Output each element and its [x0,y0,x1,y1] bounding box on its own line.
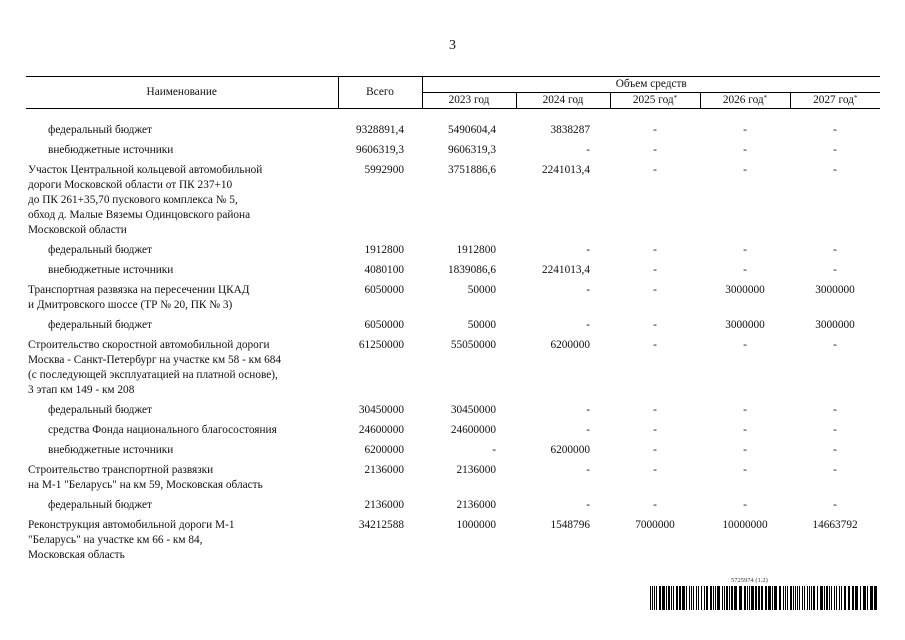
cell-y2027: - [833,424,837,436]
cell-y2025: - [653,284,657,296]
cell-y2024: - [586,319,590,331]
row-name: Реконструкция автомобильной дороги М-1 "Беларусь" на участке км 66 - км 84, Московская область [28,519,235,561]
cell-y2025: - [653,424,657,436]
cell-total: 24600000 [358,424,404,436]
cell-total: 6050000 [364,319,404,331]
cell-y2025: 7000000 [635,519,675,531]
cell-y2023: 3751886,6 [447,164,496,176]
cell-y2025: - [653,144,657,156]
cell-y2024: - [586,244,590,256]
cell-y2024: 6200000 [550,339,590,351]
cell-y2023: - [492,444,496,456]
cell-y2025: - [653,319,657,331]
row-name: Строительство скоростной автомобильной дороги Москва - Санкт-Петербург на участке км 58 - км 684 (с последующей эксплуатацией на платной основе), 3 этап км 149 - км 208 [28,339,282,396]
row-name: средства Фонда национального благосостояния [48,424,277,436]
table-row [26,401,880,421]
cell-y2024: - [586,404,590,416]
cell-y2024: - [586,464,590,476]
cell-total: 30450000 [358,404,404,416]
cell-total: 5992900 [364,164,404,176]
cell-y2024: 2241013,4 [541,264,590,276]
cell-y2025: - [653,499,657,511]
cell-y2026: - [743,244,747,256]
table-row [26,161,880,241]
cell-y2023: 9606319,3 [447,144,496,156]
row-name: внебюджетные источники [48,444,174,456]
cell-y2027: 3000000 [815,284,855,296]
cell-y2024: - [586,499,590,511]
cell-y2025: - [653,264,657,276]
cell-y2023: 50000 [467,319,496,331]
row-name: внебюджетные источники [48,144,174,156]
cell-y2023: 2136000 [456,499,496,511]
cell-y2024: - [586,284,590,296]
cell-y2025: - [653,164,657,176]
cell-y2024: - [586,144,590,156]
cell-total: 9328891,4 [355,124,404,136]
table-row [26,461,880,496]
row-name: Строительство транспортной развязки на М-1 "Беларусь" на км 59, Московская область [28,464,263,491]
cell-y2026: - [743,444,747,456]
cell-y2027: - [833,144,837,156]
cell-y2027: - [833,264,837,276]
cell-total: 34212588 [358,519,404,531]
cell-total: 2136000 [364,499,404,511]
cell-total: 1912800 [364,244,404,256]
page-number: 3 [449,38,456,53]
cell-y2027: 14663792 [812,519,858,531]
cell-total: 61250000 [358,339,404,351]
cell-y2024: 3838287 [550,124,590,136]
row-name: федеральный бюджет [48,319,152,331]
table-row [26,281,880,316]
table-row [26,261,880,281]
cell-y2023: 1000000 [456,519,496,531]
cell-total: 6050000 [364,284,404,296]
cell-y2027: - [833,444,837,456]
row-name: внебюджетные источники [48,264,174,276]
cell-y2023: 24600000 [450,424,496,436]
cell-y2027: - [833,464,837,476]
cell-y2023: 1912800 [456,244,496,256]
cell-y2023: 1839086,6 [447,264,496,276]
header-year-4: 2027 год* [790,93,880,109]
cell-y2026: - [743,339,747,351]
row-name: федеральный бюджет [48,244,152,256]
budget-table [26,76,880,566]
cell-total: 2136000 [364,464,404,476]
row-name: федеральный бюджет [48,124,152,136]
row-name: федеральный бюджет [48,499,152,511]
cell-y2023: 30450000 [450,404,496,416]
barcode [650,586,878,610]
cell-total: 6200000 [364,444,404,456]
cell-y2027: - [833,244,837,256]
table-row [26,336,880,401]
cell-y2025: - [653,339,657,351]
cell-y2023: 5490604,4 [447,124,496,136]
cell-y2027: - [833,404,837,416]
table-row [26,141,880,161]
header-name: Наименование [26,77,338,109]
header-funds: Объем средств [422,77,880,93]
row-name: федеральный бюджет [48,404,152,416]
cell-y2026: - [743,144,747,156]
cell-y2026: 3000000 [725,319,765,331]
table-row [26,421,880,441]
cell-y2027: 3000000 [815,319,855,331]
cell-y2027: - [833,499,837,511]
header-year-3: 2026 год* [700,93,790,109]
cell-y2026: - [743,164,747,176]
cell-total: 9606319,3 [355,144,404,156]
table-row [26,516,880,566]
row-name: Транспортная развязка на пересечении ЦКАД и Дмитровского шоссе (ТР № 20, ПК № 3) [28,284,250,311]
cell-y2024: 1548796 [550,519,590,531]
table-row [26,316,880,336]
cell-y2025: - [653,444,657,456]
cell-y2027: - [833,339,837,351]
cell-y2024: 6200000 [550,444,590,456]
cell-y2025: - [653,244,657,256]
table-row [26,241,880,261]
table-row [26,441,880,461]
cell-y2024: - [586,424,590,436]
barcode-label: 5725974 (1.2) [731,577,768,584]
cell-y2027: - [833,124,837,136]
cell-y2024: 2241013,4 [541,164,590,176]
cell-y2026: 10000000 [722,519,768,531]
cell-total: 4080100 [364,264,404,276]
row-name: Участок Центральной кольцевой автомобильной дороги Московской области от ПК 237+10 до ПК 261+35,70 пускового комплекса № 5, обход д. Малые Вяземы Одинцовского района Московской области [28,164,263,236]
header-year-2: 2025 год* [610,93,700,109]
cell-y2025: - [653,404,657,416]
cell-y2026: - [743,264,747,276]
header-year-1: 2024 год [516,93,610,109]
cell-y2027: - [833,164,837,176]
cell-y2026: 3000000 [725,284,765,296]
cell-y2023: 50000 [467,284,496,296]
cell-y2023: 55050000 [450,339,496,351]
table-row [26,496,880,516]
cell-y2026: - [743,124,747,136]
cell-y2025: - [653,124,657,136]
cell-y2025: - [653,464,657,476]
table-row [26,121,880,141]
cell-y2023: 2136000 [456,464,496,476]
cell-y2026: - [743,499,747,511]
cell-y2026: - [743,424,747,436]
cell-y2026: - [743,464,747,476]
cell-y2026: - [743,404,747,416]
header-total: Всего [338,77,422,109]
header-year-0: 2023 год [422,93,516,109]
